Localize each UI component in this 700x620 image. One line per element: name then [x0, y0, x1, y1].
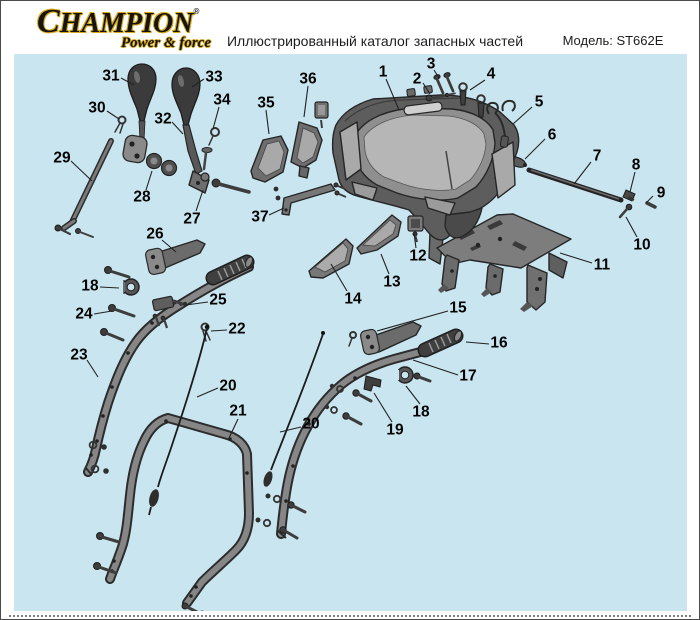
- pin-9: [647, 203, 655, 207]
- part-callout-label: 24: [75, 305, 93, 323]
- callout-leader-line: [406, 386, 420, 404]
- logo-tagline: Power & force: [121, 35, 211, 51]
- part-callout-label: 27: [183, 210, 201, 228]
- part-callout-label: 1: [378, 63, 388, 81]
- part-callout-label: 17: [459, 367, 477, 385]
- callout-leader-line: [213, 107, 219, 129]
- part-callout-label: 18: [81, 277, 99, 295]
- callout-leader-line: [146, 171, 152, 190]
- logo-first-letter: C: [37, 3, 60, 40]
- lever-26: [145, 240, 205, 275]
- part-callout-label: 22: [228, 320, 246, 338]
- callout-leader-line: [525, 139, 545, 159]
- callout-leader-line: [381, 254, 389, 274]
- part-callout-label: 8: [631, 156, 641, 174]
- grip-16: [425, 330, 463, 352]
- clamp-18-left: [117, 279, 139, 295]
- part-callout-label: 29: [53, 149, 71, 167]
- callout-leader-line: [280, 427, 301, 432]
- callout-leader-line: [374, 393, 392, 422]
- cotter-pin-34: [202, 128, 219, 169]
- callout-leader-line: [266, 110, 269, 134]
- callout-leader-line: [470, 80, 485, 90]
- parts-diagram: [14, 54, 687, 611]
- registered-mark: ®: [193, 7, 200, 16]
- callout-leader-line: [100, 287, 119, 288]
- callout-leader-line: [304, 86, 308, 117]
- callout-leader-line: [646, 196, 653, 203]
- part-callout-label: 9: [656, 184, 666, 202]
- callout-leader-line: [196, 190, 203, 211]
- bottom-divider: [9, 615, 691, 617]
- callout-leader-line: [211, 330, 227, 331]
- bolts-24: [101, 267, 135, 341]
- part-callout-label: 32: [154, 110, 172, 128]
- logo-brand: [37, 5, 217, 39]
- bolt-27: [212, 179, 249, 192]
- cotter-pin-30: [115, 117, 126, 134]
- callout-leader-line: [172, 122, 183, 134]
- part-callout-label: 6: [547, 126, 557, 144]
- part-callout-label: 34: [213, 91, 231, 109]
- part-callout-label: 37: [251, 208, 269, 226]
- part-callout-label: 20: [302, 415, 320, 433]
- part-callout-label: 10: [633, 236, 651, 254]
- handlebar-left: [85, 256, 254, 475]
- document-title: Иллюстрированный каталог запасных частей: [226, 33, 524, 49]
- bracket-37: [274, 183, 346, 215]
- callout-leader-line: [87, 360, 98, 377]
- part-callout-label: 19: [386, 421, 404, 439]
- callout-leader-line: [630, 172, 635, 192]
- page-header: [1, 1, 699, 53]
- clamp-18-right: [392, 367, 430, 383]
- part-callout-label: 35: [257, 94, 275, 112]
- champion-logo: [37, 5, 217, 52]
- part-callout-label: 26: [146, 225, 164, 243]
- part-callout-label: 16: [490, 334, 508, 352]
- console-panel: [333, 85, 519, 240]
- block-12: [408, 216, 423, 242]
- exploded-view-svg: [14, 54, 687, 611]
- part-callout-label: 15: [449, 299, 467, 317]
- part-callout-label: 2: [412, 70, 422, 88]
- part-callout-label: 12: [409, 247, 427, 265]
- callout-leader-line: [413, 360, 458, 375]
- callout-leader-line: [626, 217, 637, 237]
- part-callout-label: 7: [592, 147, 602, 165]
- part-callout-label: 4: [486, 65, 496, 83]
- part-callout-label: 11: [593, 256, 611, 274]
- part-callout-label: 14: [344, 290, 362, 308]
- part-callout-label: 28: [133, 188, 151, 206]
- part-callout-label: 36: [299, 70, 317, 88]
- callout-leader-line: [94, 311, 112, 314]
- callout-leader-line: [107, 111, 119, 119]
- part-callout-label: 18: [412, 403, 430, 421]
- callout-leader-line: [574, 162, 591, 184]
- part-callout-label: 30: [88, 99, 106, 117]
- grip-left: [213, 256, 254, 280]
- part-callout-label: 25: [209, 291, 227, 309]
- part-callout-label: 5: [534, 93, 544, 111]
- callout-leader-line: [466, 342, 489, 344]
- part-callout-label: 20: [219, 377, 237, 395]
- callout-leader-line: [197, 388, 218, 397]
- part-callout-label: 21: [229, 402, 247, 420]
- part-callout-label: 13: [383, 273, 401, 291]
- part-callout-label: 23: [70, 346, 88, 364]
- part-callout-label: 31: [102, 67, 120, 85]
- callout-leader-line: [71, 161, 92, 181]
- part-callout-label: 3: [426, 55, 436, 73]
- model-label: Модель: ST662E: [562, 33, 664, 48]
- part-callout-label: 33: [205, 68, 223, 86]
- screws-3: [433, 72, 453, 93]
- bushings-28: [147, 154, 177, 176]
- logo-rest: HAMPION: [59, 8, 194, 39]
- callout-leader-line: [513, 107, 532, 124]
- elbow-19: [364, 376, 381, 391]
